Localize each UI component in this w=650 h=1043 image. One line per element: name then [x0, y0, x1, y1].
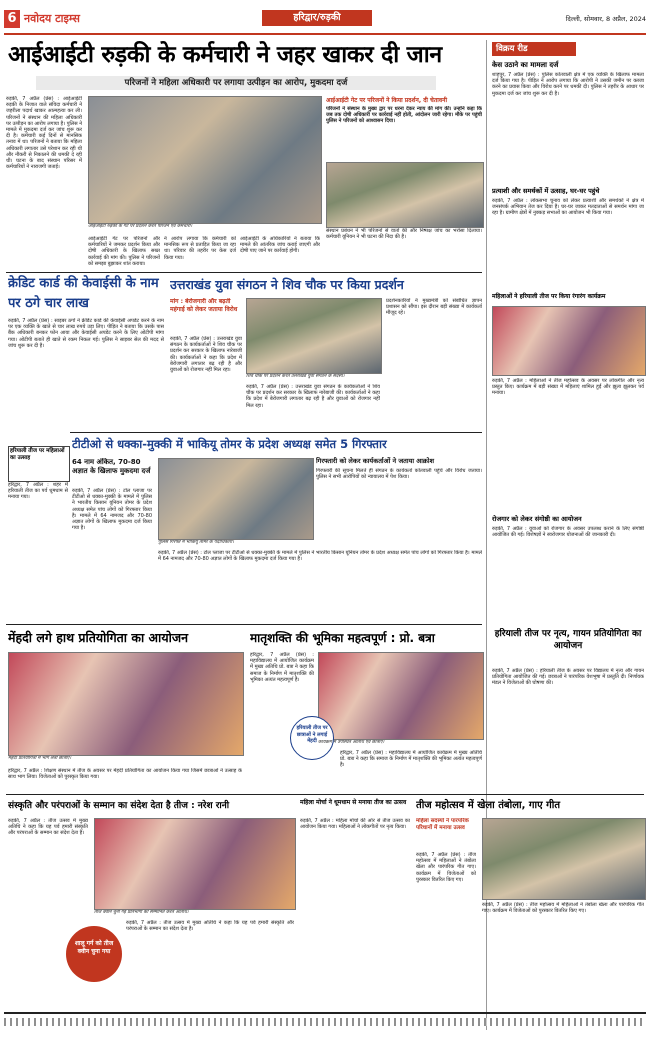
credit-text: रुड़की, 7 अप्रैल (प्रेस) : साइबर ठगों ने क्रेडिट कार्ड की केवाईसी अपडेट करने के नाम पर एक व्यक्ति के खाते से चार लाख रुपये उड़ा लिए। पीड़ित ने बताया कि उसके पास बैंक अधिकारी बनकर फोन आया और केवाईसी अपडेट करने के लिए ओटीपी मांगा गया। ओटीपी बताते ही खाते से रकम निकल गई। पुलिस ने साइबर सेल की मदद से जांच शुरू कर दी है।	[8, 318, 164, 349]
uttarakhand-text: रुड़की, 7 अप्रैल (प्रेस) : उत्तराखंड युवा संगठन के कार्यकर्ताओं ने शिव चौक पर प्रदर्शन कर सरकार के खिलाफ नारेबाजी की। कार्यकर्ताओं ने कहा कि प्रदेश में बेरोजगारी लगातार बढ़ रही है और युवाओं को रोजगार नहीं मिल रहा।	[170, 336, 242, 374]
sidebar-story3-headline: महिलाओं ने हरियाली तीज पर किया रंगारंग कार्यक्रम	[492, 293, 606, 300]
mehndi-text: हरिद्वार, 7 अप्रैल : शिक्षण संस्थान में तीज के अवसर पर मेंहदी प्रतियोगिता का आयोजन किया गया जिसमें छात्राओं ने उत्साह के साथ भाग लिया। विजेताओं को पुरस्कृत किया गया।	[8, 768, 242, 781]
lead-side-text: परिजनों ने संस्थान के मुख्य द्वार पर धरना देकर न्याय की मांग की। उन्होंने कहा कि जब तक दोषी अधिकारी पर कार्रवाई नहीं होती, आंदोलन जारी रहेगा। मौके पर पहुंची पुलिस ने परिजनों को आश्वासन दिया।	[326, 106, 482, 125]
lead-caption: आईआईटी रुड़की के गेट पर प्रदर्शन करते परिजन एवं कर्मचारी।	[88, 224, 193, 229]
tree-text: रुड़की, 7 अप्रैल (प्रेस) : हरियाली तीज के अवसर पर विद्यालय में नृत्य और गायन प्रतियोगिता आयोजित की गई। छात्राओं ने पारंपरिक वेशभूषा में प्रस्तुति दी। निर्णायक मंडल ने विजेताओं की घोषणा की।	[492, 668, 644, 687]
teej-kicker: महिला सदस्यों ने पारंपरिक परिधानों में मनाया उत्सव	[416, 818, 469, 831]
sanskriti-caption: तीज क्वीन चुनी गई प्रतिभागी को सम्मानित करते अतिथि।	[94, 910, 189, 915]
uttarakhand-headline: उत्तराखंड युवा संगठन ने शिव चौक पर किया प्रदर्शन	[170, 277, 404, 292]
lead-photo	[88, 96, 322, 224]
page-number: 6	[4, 10, 20, 28]
tomar-headline: टीटीओ से धक्का-मुक्की में भाकियू तोमर के प्रदेश अध्यक्ष समेत 5 गिरफ्तार	[72, 437, 387, 451]
credit-headline: क्रेडिट कार्ड की केवाईसी के नाम पर ठगे चार लाख	[8, 276, 159, 311]
lead-side-photo	[326, 162, 484, 228]
sidebar-story2-text: रुड़की, 7 अप्रैल : लोकसभा चुनाव को लेकर प्रत्याशी और समर्थकों ने क्षेत्र में जनसंपर्क अभियान तेज कर दिया है। घर-घर जाकर मतदाताओं से समर्थन मांगा जा रहा है। ग्रामीण क्षेत्रों में नुक्कड़ सभाओं का आयोजन भी किया गया।	[492, 198, 644, 217]
lead-subhead: परिजनों ने महिला अधिकारी पर लगाया उत्पीड़न का आरोप, मुकदमा दर्ज	[36, 76, 436, 90]
uttarakhand-caption: शिव चौक पर प्रदर्शन करते उत्तराखंड युवा संगठन के सदस्य।	[246, 374, 345, 379]
sidebar-story2-headline: प्रत्याशी और समर्थकों में उत्साह, घर-घर पहुंचे	[492, 187, 600, 195]
sidebar-story3-text: रुड़की, 7 अप्रैल : महिलाओं ने तीज महोत्सव के अवसर पर लोकगीत और नृत्य प्रस्तुत किए। कार्यक्रम में बड़ी संख्या में महिलाएं शामिल हुईं और झूला झूलकर पर्व मनाया।	[492, 378, 644, 397]
sidebar-photo	[492, 306, 646, 376]
teej-photo	[482, 818, 646, 900]
matri-text: हरिद्वार, 7 अप्रैल (प्रेस) : महाविद्यालय में आयोजित कार्यक्रम में मुख्य अतिथि प्रो. बत्रा ने कहा कि समाज के निर्माण में मातृशक्ति की भूमिका अत्यंत महत्वपूर्ण है।	[250, 652, 314, 683]
sanskriti-text2: रुड़की, 7 अप्रैल : तीज उत्सव में मुख्य अतिथि ने कहा कि यह पर्व हमारी संस्कृति और परंपराओं के सम्मान का संदेश देता है।	[126, 920, 294, 933]
footer-strip	[4, 1018, 646, 1026]
credit-box	[8, 446, 70, 482]
sidebar-story1-headline: केस उठाने का मामला दर्ज	[492, 61, 559, 69]
tomar-text3: रुड़की, 7 अप्रैल (प्रेस) : टोल प्लाजा पर टीटीओ से धक्का-मुक्की के मामले में पुलिस ने भारतीय किसान यूनियन तोमर के प्रदेश अध्यक्ष समेत पांच लोगों को गिरफ्तार किया है। मामले में 64 नामजद और 70-80 अज्ञात लोगों के खिलाफ मुकदमा दर्ज किया गया है।	[158, 550, 482, 563]
lead-side-headline: आईआईटी गेट पर परिजनों ने किया प्रदर्शन, दी चेतावनी	[326, 97, 448, 104]
mehndi-headline: मेंहदी लगे हाथ प्रतियोगिता का आयोजन	[8, 630, 189, 645]
sanskriti-photo	[94, 818, 296, 910]
uttarakhand-text2: प्रदर्शनकारियों ने मुख्यमंत्री को संबोधित ज्ञापन प्रशासन को सौंपा। इस दौरान बड़ी संख्या में कार्यकर्ता मौजूद रहे।	[386, 298, 482, 317]
header-rule	[4, 33, 646, 35]
lead-col3: ने आरोप लगाया कि कर्मचारी को मानसिक रूप से प्रताड़ित किया जा रहा था। परिवार की तहरीर पर केस दर्ज किया गया।	[164, 236, 236, 261]
masthead	[0, 8, 650, 32]
sidebar-story1-text: शाहपुर, 7 अप्रैल (प्रेस) : पुलिस कोतवाली क्षेत्र में एक व्यक्ति के खिलाफ मामला दर्ज किया गया है। पीड़ित ने आरोप लगाया कि आरोपी ने उसकी जमीन पर कब्जा करने का प्रयास किया और विरोध करने पर धमकी दी। पुलिस ने तहरीर के आधार पर मुकदमा दर्ज कर जांच शुरू कर दी है।	[492, 72, 644, 97]
mahila-text: रुड़की, 7 अप्रैल : महिला मोर्चा की ओर से तीज उत्सव का आयोजन किया गया। महिलाओं ने लोकगीतों पर नृत्य किया।	[300, 818, 410, 831]
teej-text: रुड़की, 7 अप्रैल (प्रेस) : तीज महोत्सव में महिलाओं ने तंबोला खेला और पारंपरिक गीत गाए। कार्यक्रम में विजेताओं को पुरस्कार वितरित किए गए।	[416, 852, 476, 883]
tomar-photo	[158, 458, 314, 540]
sanskriti-headline: संस्कृति और परंपराओं के सम्मान का संदेश देता है तीज : नरेश रानी	[8, 801, 230, 811]
sanskriti-badge: शालू गर्ग को तीज क्वीन चुना गया	[66, 926, 122, 982]
tomar-text: रुड़की, 7 अप्रैल (प्रेस) : टोल प्लाजा पर टीटीओ से धक्का-मुक्की के मामले में पुलिस ने भारतीय किसान यूनियन तोमर के प्रदेश अध्यक्ष समेत पांच लोगों को गिरफ्तार किया है। मामले में 64 नामजद और 70-80 अज्ञात लोगों के खिलाफ मुकदमा दर्ज किया गया है।	[72, 488, 152, 532]
uttarakhand-text3: रुड़की, 7 अप्रैल (प्रेस) : उत्तराखंड युवा संगठन के कार्यकर्ताओं ने शिव चौक पर प्रदर्शन कर सरकार के खिलाफ नारेबाजी की। कार्यकर्ताओं ने कहा कि प्रदेश में बेरोजगारी लगातार बढ़ रही है और युवाओं को रोजगार नहीं मिल रहा।	[246, 384, 380, 409]
matri-caption: कार्यक्रम में उपस्थित अतिथि एवं छात्राएं।	[318, 740, 385, 745]
credit-box-headline: हरियाली तीज पर महिलाओं का उत्साह	[10, 448, 65, 461]
sidebar-story4-text: रुड़की, 7 अप्रैल : युवाओं को रोजगार के अवसर उपलब्ध कराने के लिए संगोष्ठी आयोजित की गई। विशेषज्ञों ने स्वरोजगार योजनाओं की जानकारी दी।	[492, 526, 644, 539]
lead-headline: आईआईटी रुड़की के कर्मचारी ने जहर खाकर दी जान	[8, 42, 442, 68]
teej-text2: रुड़की, 7 अप्रैल (प्रेस) : तीज महोत्सव में महिलाओं ने तंबोला खेला और पारंपरिक गीत गाए। कार्यक्रम में विजेताओं को पुरस्कार वितरित किए गए।	[482, 902, 644, 915]
lead-col1: रुड़की, 7 अप्रैल (प्रेस) : आईआईटी रुड़की के निजात वाले संविदा कर्मचारी ने जहरीला पदार्थ खाकर आत्महत्या कर ली। परिजनों ने संस्थान की महिला अधिकारी पर उत्पीड़न का आरोप लगाया है। पुलिस ने मामले में मुकदमा दर्ज कर जांच शुरू कर दी है। कर्मचारी कई दिनों से मानसिक तनाव में था। परिजनों ने बताया कि महिला अधिकारी लगातार उसे परेशान कर रही थी और नौकरी से निकालने की धमकी दे रही थी। घटना के बाद संस्थान परिसर में कर्मचारियों ने नाराजगी जताई।	[6, 96, 82, 171]
credit-box-text: हरिद्वार, 7 अप्रैल : शहर में हरियाली तीज का पर्व धूमधाम से मनाया गया।	[8, 482, 68, 501]
uttarakhand-kicker: मांग : बेरोजगारी और बढ़ती महंगाई को लेकर जताया विरोध	[170, 298, 238, 313]
lead-side-text2: संस्थान प्रबंधन ने भी परिजनों से वार्ता की और निष्पक्ष जांच का भरोसा दिलाया। कर्मचारी यूनियन ने भी घटना की निंदा की है।	[326, 228, 482, 241]
tomar-subhead: गिरफ्तारी को लेकर कार्यकर्ताओं ने जताया आक्रोश	[316, 457, 435, 465]
sanskriti-text: रुड़की, 7 अप्रैल : तीज उत्सव में मुख्य अतिथि ने कहा कि यह पर्व हमारी संस्कृति और परंपराओं के सम्मान का संदेश देता है।	[8, 818, 88, 837]
tomar-text2: गिरफ्तारी की सूचना मिलते ही संगठन के कार्यकर्ता कोतवाली पहुंचे और विरोध जताया। पुलिस ने सभी आरोपियों को न्यायालय में पेश किया।	[316, 468, 482, 481]
matri-badge: हरियाली तीज पर छात्राओं ने लगाई मेंहदी	[290, 716, 334, 760]
mahila-headline: महिला मोर्चा ने धूमधाम से मनाया तीज का उत्सव	[300, 799, 407, 806]
tomar-kicker: 64 नाम अंकित, 70-80 अज्ञात के खिलाफ मुकदमा दर्ज	[72, 458, 151, 475]
tree-headline: हरियाली तीज पर नृत्य, गायन प्रतियोगिता का आयोजन	[494, 629, 642, 651]
section-title: हरिद्वार/रुड़की	[262, 10, 372, 26]
sidebar-title: विक्रय रीड	[492, 42, 576, 56]
matri-headline: मातृशक्ति की भूमिका महत्वपूर्ण : प्रो. बत्रा	[250, 631, 435, 645]
mehndi-caption: मेंहदी प्रतियोगिता में भाग लेती छात्राएं।	[8, 756, 72, 761]
sidebar-story4-headline: रोजगार को लेकर संगोष्ठी का आयोजन	[492, 515, 582, 523]
teej-headline: तीज महोत्सव में खेला तंबोला, गाए गीत	[416, 800, 561, 811]
uttarakhand-photo	[246, 298, 382, 374]
tomar-caption: पुलिस गिरफ्त में भाकियू तोमर के पदाधिकारी।	[158, 540, 234, 545]
mehndi-photo	[8, 652, 244, 756]
lead-col2: आईआईटी गेट पर परिजनों और कर्मचारियों ने जमकर प्रदर्शन किया और दोषी अधिकारी के खिलाफ सख्त कार्रवाई की मांग की। पुलिस ने परिजनों को समझा बुझाकर शांत कराया।	[88, 236, 160, 267]
matri-text2: हरिद्वार, 7 अप्रैल (प्रेस) : महाविद्यालय में आयोजित कार्यक्रम में मुख्य अतिथि प्रो. बत्रा ने कहा कि समाज के निर्माण में मातृशक्ति की भूमिका अत्यंत महत्वपूर्ण है।	[340, 750, 482, 769]
dateline: दिल्ली, सोमवार, 8 अप्रैल, 2024	[565, 15, 646, 23]
logo: नवोदय टाइम्स	[24, 12, 80, 25]
matri-photo	[318, 652, 484, 740]
lead-col4: आईआईटी के अधिकारियों ने बताया कि मामले की आंतरिक जांच कराई जाएगी और दोषी पाए जाने पर कार्रवाई होगी।	[240, 236, 320, 255]
